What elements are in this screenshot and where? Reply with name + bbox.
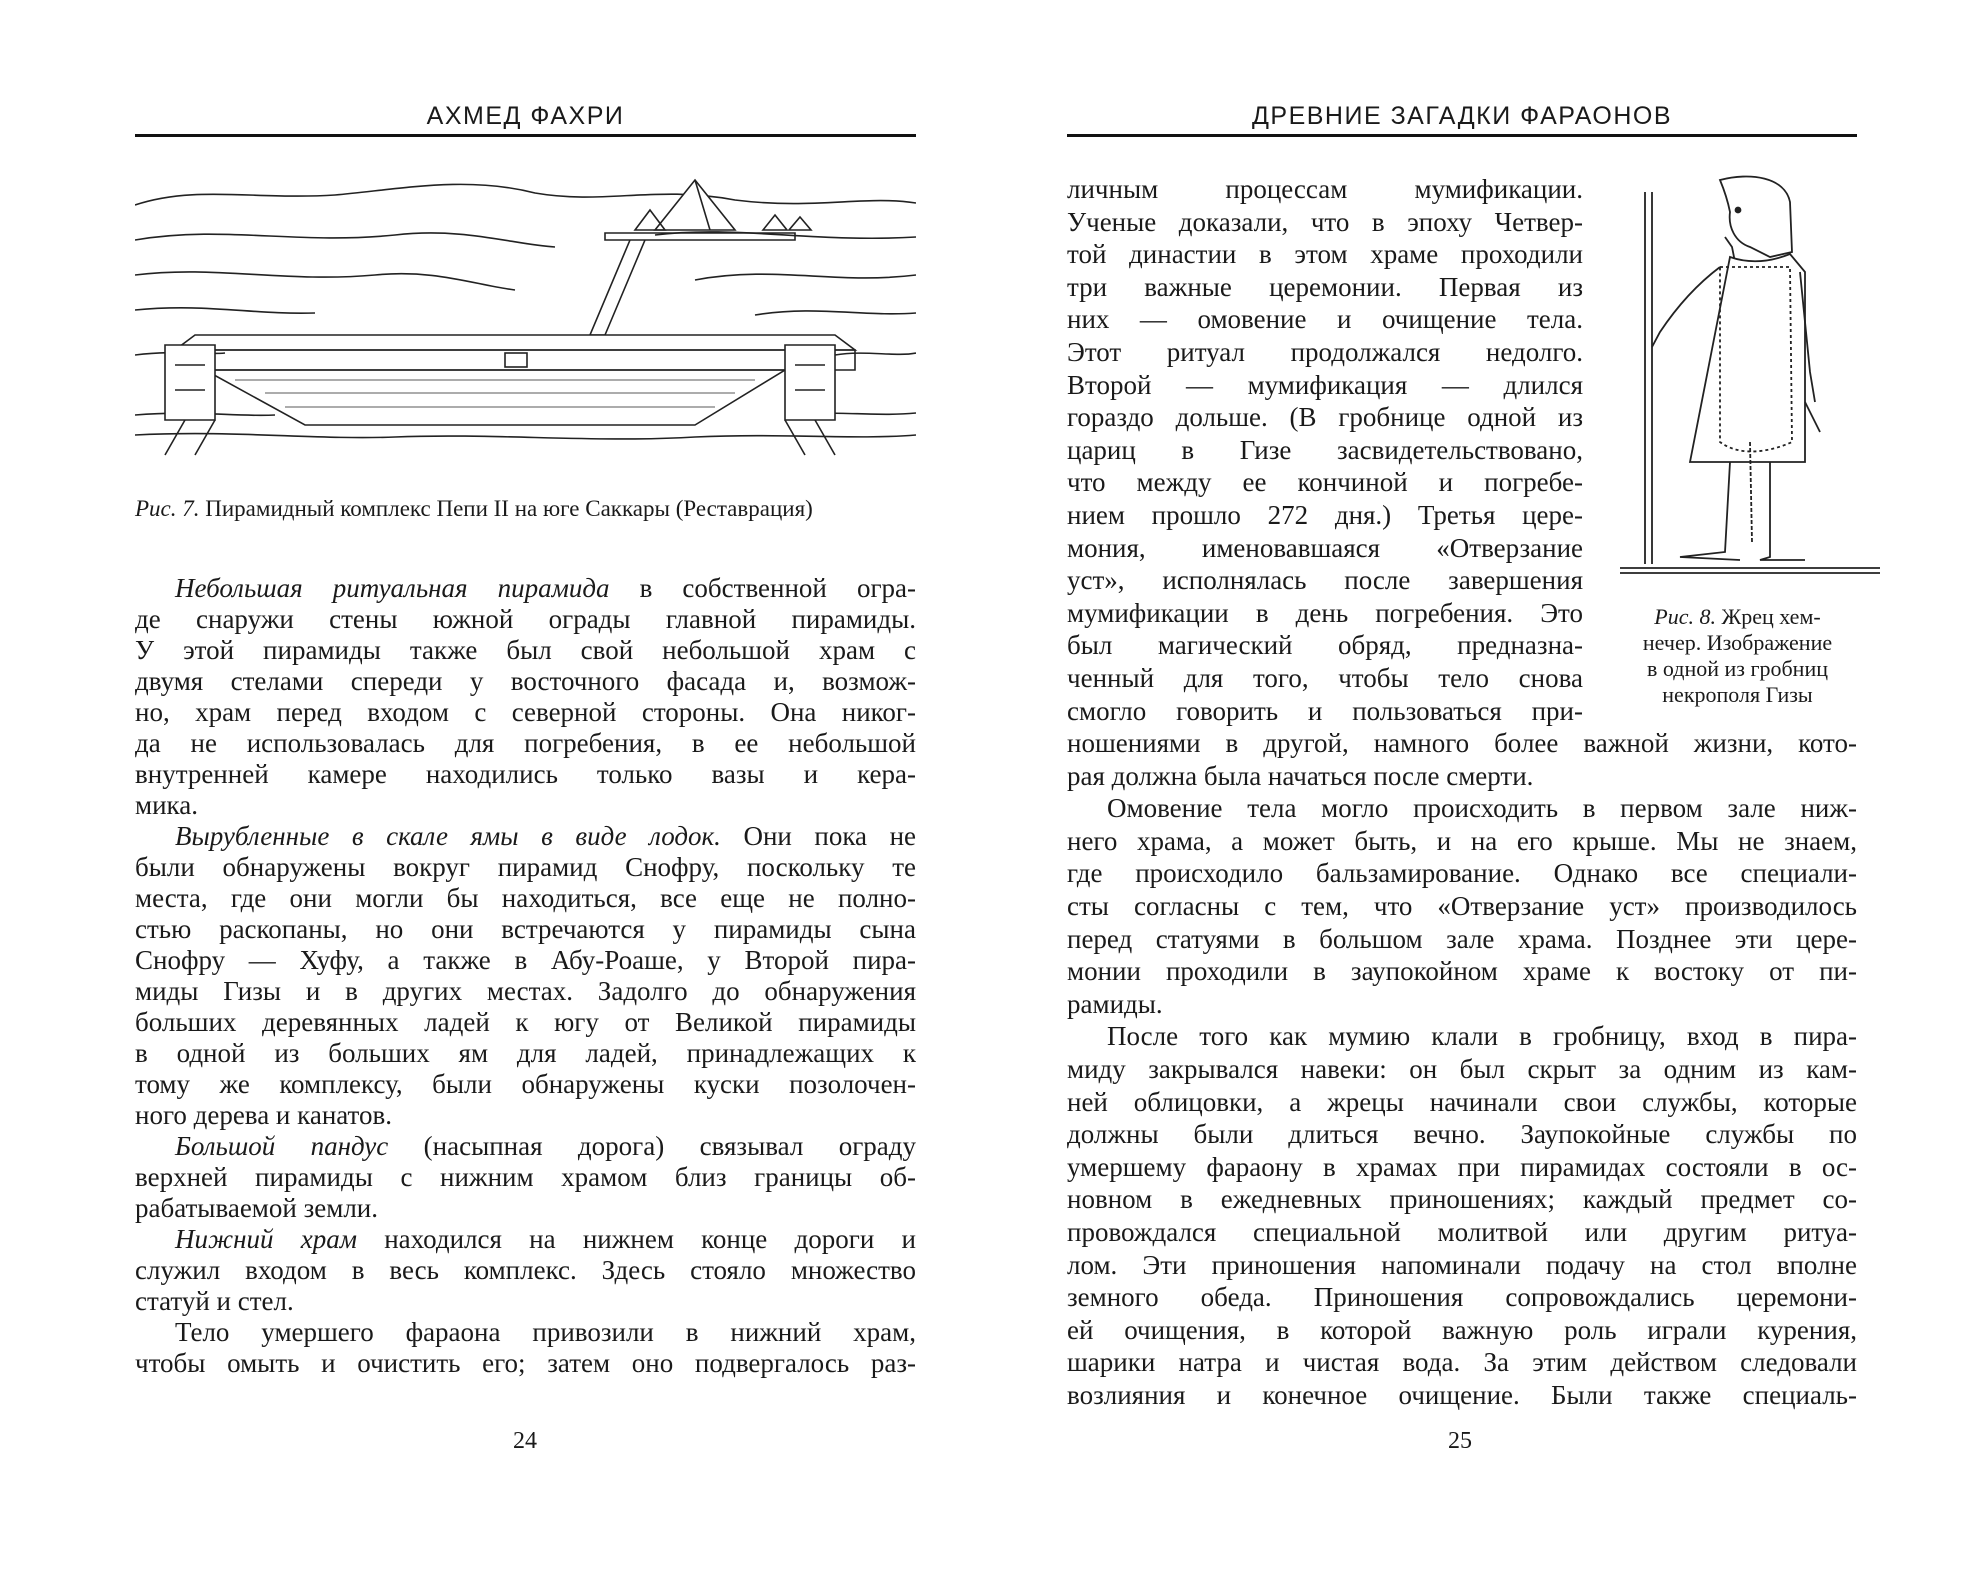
text-line (1067, 1216, 1857, 1249)
text-line (135, 1224, 916, 1255)
text-line (1067, 695, 1583, 728)
line-text: него храма, а может быть, и на его крыше. Мы не знаем, (1067, 825, 1857, 856)
right-header-rule (1067, 134, 1857, 137)
left-running-head: АХМЕД ФАХРИ (426, 102, 625, 130)
line-text: смогло говорить и пользоваться при- (1067, 695, 1583, 726)
text-line (1067, 1346, 1857, 1379)
line-text: перед статуями в большом зале храма. Позднее эти цере- (1067, 923, 1857, 954)
text-line (1067, 1183, 1857, 1216)
italic-term: Вырубленные в скале ямы в виде лодок. (175, 821, 721, 851)
figure-7-label: Рис. 7. (135, 496, 200, 521)
text-line (1067, 597, 1583, 630)
text-line (1067, 303, 1583, 336)
text-line (1067, 760, 1857, 793)
text-line (135, 604, 916, 635)
line-text: После того как мумию клали в гробницу, вход в пира- (1107, 1021, 1857, 1052)
line-text: больших деревянных ладей к югу от Великой пирамиды (135, 1007, 916, 1037)
left-page-number: 24 (513, 1428, 537, 1454)
text-line (1067, 955, 1857, 988)
text-line (135, 790, 916, 821)
text-line (1067, 434, 1583, 467)
text-line (135, 573, 916, 604)
text-line (1067, 825, 1857, 858)
line-text: возлияния и конечное очищение. Были также специаль- (1067, 1379, 1857, 1410)
italic-term: Нижний храм (175, 1224, 357, 1254)
figure-7-caption-text: Пирамидный комплекс Пепи II на юге Саккары (Реставрация) (199, 496, 813, 521)
line-text: сты согласны с тем, что «Отверзание уст» производилось (1067, 890, 1857, 921)
text-line (135, 1162, 916, 1193)
text-line (135, 1131, 916, 1162)
line-text: Ученые доказали, что в эпоху Четвер- (1067, 206, 1583, 237)
figure-8-caption-line: в одной из гробниц (1647, 656, 1828, 681)
text-line (135, 852, 916, 883)
line-text: где происходило бальзамирование. Однако все специали- (1067, 858, 1857, 889)
line-text: Они пока не (720, 821, 916, 851)
line-text: де снаружи стены южной ограды главной пирамиды. (135, 604, 916, 634)
text-line (1067, 727, 1857, 760)
text-line (135, 821, 916, 852)
text-line (1067, 1314, 1857, 1347)
text-line (1067, 629, 1583, 662)
line-text: У этой пирамиды также был свой небольшой храм с (135, 635, 916, 665)
line-text: той династии в этом храме проходили (1067, 239, 1583, 270)
line-text: три важные церемонии. Первая из (1067, 271, 1583, 302)
text-line (135, 1317, 916, 1348)
line-text: ей очищения, в которой важную роль играли курения, (1067, 1314, 1857, 1345)
text-line (135, 914, 916, 945)
line-text: земного обеда. Приношения сопровождались церемони- (1067, 1282, 1857, 1313)
text-line (135, 883, 916, 914)
text-line (1067, 1151, 1857, 1184)
line-text: внутренней камере находились только вазы и кера- (135, 759, 916, 789)
text-line (135, 1193, 916, 1224)
text-line (135, 1069, 916, 1100)
line-text: Тело умершего фараона привозили в нижний храм, (175, 1317, 916, 1347)
line-text: монии проходили в заупокойном храме к востоку от пи- (1067, 956, 1857, 987)
line-text: гораздо дольше. (В гробнице одной из (1067, 402, 1583, 433)
text-line (1067, 857, 1857, 890)
line-text: нием прошло 272 дня.) Третья цере- (1067, 499, 1583, 530)
line-text: находился на нижнем конце дороги и (356, 1224, 916, 1254)
text-line (1067, 1020, 1857, 1053)
line-text: стью раскопаны, но они встречаются у пирамиды сына (135, 914, 916, 944)
line-text: ного дерева и канатов. (135, 1100, 393, 1130)
text-line (135, 635, 916, 666)
text-line (135, 976, 916, 1007)
line-text: рамиды. (1067, 988, 1163, 1019)
left-header-rule (135, 134, 916, 137)
text-line (135, 1038, 916, 1069)
line-text: них — омовение и очищение тела. (1067, 304, 1583, 335)
line-text: места, где они могли бы находиться, все еще не полно- (135, 883, 916, 913)
text-line (135, 1348, 916, 1379)
priest-figure-illustration (1620, 172, 1880, 577)
right-page-narrow-text (1067, 173, 1583, 727)
pyramid-complex-illustration (135, 165, 916, 475)
line-text: были обнаружены вокруг пирамид Снофру, поскольку те (135, 852, 916, 882)
line-text: двумя стелами спереди у восточного фасада и, возмож- (135, 666, 916, 696)
text-line (1067, 206, 1583, 239)
figure-8-caption-line: Жрец хем- (1715, 604, 1821, 629)
text-line (1067, 238, 1583, 271)
line-text: мумификации в день погребения. Это (1067, 597, 1583, 628)
line-text: да не использовалась для погребения, в ее небольшой (135, 728, 916, 758)
line-text: что между ее кончиной и погребе- (1067, 467, 1583, 498)
text-line (1067, 173, 1583, 206)
right-page-number: 25 (1448, 1428, 1472, 1454)
line-text: ней облицовки, а жрецы начинали свои службы, которые (1067, 1086, 1857, 1117)
figure-8-caption-line: нечер. Изображение (1642, 630, 1833, 655)
figure-8-caption (1615, 604, 1860, 708)
line-text: ношениями в другой, намного более важной жизни, кото- (1067, 728, 1857, 758)
text-line (1067, 923, 1857, 956)
line-text: но, храм перед входом с северной стороны. Она никог- (135, 697, 916, 727)
line-text: в одной из больших ям для ладей, принадлежащих к (135, 1038, 916, 1068)
italic-term: Большой пандус (175, 1131, 389, 1161)
line-text: миду закрывался навеки: он был скрыт за одним из кам- (1067, 1053, 1857, 1084)
line-text: Омовение тела могло происходить в первом зале ниж- (1107, 793, 1857, 824)
line-text: рая должна была начаться после смерти. (1067, 760, 1534, 791)
text-line (1067, 1053, 1857, 1086)
text-line (1067, 532, 1583, 565)
text-line (135, 1286, 916, 1317)
text-line (135, 759, 916, 790)
line-text: цариц в Гизе засвидетельствовано, (1067, 434, 1583, 465)
figure-7-caption (135, 496, 925, 522)
line-text: рабатываемой земли. (135, 1193, 378, 1223)
line-text: личным процессам мумификации. (1067, 174, 1583, 204)
line-text: служил входом в весь комплекс. Здесь стояло множество (135, 1255, 916, 1285)
text-line (1067, 792, 1857, 825)
line-text: мония, именовавшаяся «Отверзание (1067, 532, 1583, 563)
text-line (1067, 401, 1583, 434)
text-line (1067, 336, 1583, 369)
text-line (1067, 564, 1583, 597)
text-line (1067, 1379, 1857, 1412)
text-line (135, 697, 916, 728)
line-text: шарики натра и чистая вода. За этим действом следовали (1067, 1347, 1857, 1378)
line-text: чтобы омыть и очистить его; затем оно подвергалось раз- (135, 1348, 916, 1378)
line-text: Этот ритуал продолжался недолго. (1067, 336, 1583, 367)
line-text: новном в ежедневных приношениях; каждый предмет со- (1067, 1184, 1857, 1215)
right-running-head: ДРЕВНИЕ ЗАГАДКИ ФАРАОНОВ (1251, 102, 1673, 130)
text-line (1067, 890, 1857, 923)
text-line (1067, 1249, 1857, 1282)
text-line (135, 1100, 916, 1131)
line-text: (насыпная дорога) связывал ограду (388, 1131, 916, 1161)
text-line (135, 945, 916, 976)
text-line (135, 666, 916, 697)
text-line (1067, 988, 1857, 1021)
line-text: был магический обряд, предназна- (1067, 630, 1583, 661)
line-text: верхней пирамиды с нижним храмом близ границы об- (135, 1162, 916, 1192)
text-line (1067, 271, 1583, 304)
line-text: Второй — мумификация — длился (1067, 369, 1583, 400)
line-text: статуй и стел. (135, 1286, 294, 1316)
text-line (1067, 1118, 1857, 1151)
line-text: должны были длиться вечно. Заупокойные службы по (1067, 1119, 1857, 1150)
line-text: в собственной огра- (609, 573, 916, 603)
line-text: Снофру — Хуфу, а также в Абу-Роаше, у Второй пира- (135, 945, 916, 975)
figure-8-label: Рис. 8. (1654, 604, 1716, 629)
text-line (1067, 466, 1583, 499)
left-page-body-text (135, 573, 916, 1379)
text-line (1067, 1281, 1857, 1314)
text-line (135, 1007, 916, 1038)
figure-8-caption-line: некрополя Гизы (1662, 682, 1813, 707)
line-text: уст», исполнялась после завершения (1067, 565, 1583, 596)
line-text: умершему фараону в храмах при пирамидах состояли в ос- (1067, 1151, 1857, 1182)
text-line (135, 728, 916, 759)
right-page-body-text (1067, 727, 1857, 1411)
line-text: лом. Эти приношения напоминали подачу на стол вполне (1067, 1249, 1857, 1280)
line-text: мика. (135, 790, 198, 820)
line-text: провождался специальной молитвой или другим ритуа- (1067, 1216, 1857, 1247)
line-text: ченный для того, чтобы тело снова (1067, 662, 1583, 693)
text-line (1067, 1086, 1857, 1119)
italic-term: Небольшая ритуальная пирамида (175, 573, 610, 603)
text-line (1067, 499, 1583, 532)
text-line (1067, 369, 1583, 402)
line-text: миды Гизы и в других местах. Задолго до обнаружения (135, 976, 916, 1006)
text-line (1067, 662, 1583, 695)
text-line (135, 1255, 916, 1286)
line-text: тому же комплексу, были обнаружены куски позолочен- (135, 1069, 916, 1099)
